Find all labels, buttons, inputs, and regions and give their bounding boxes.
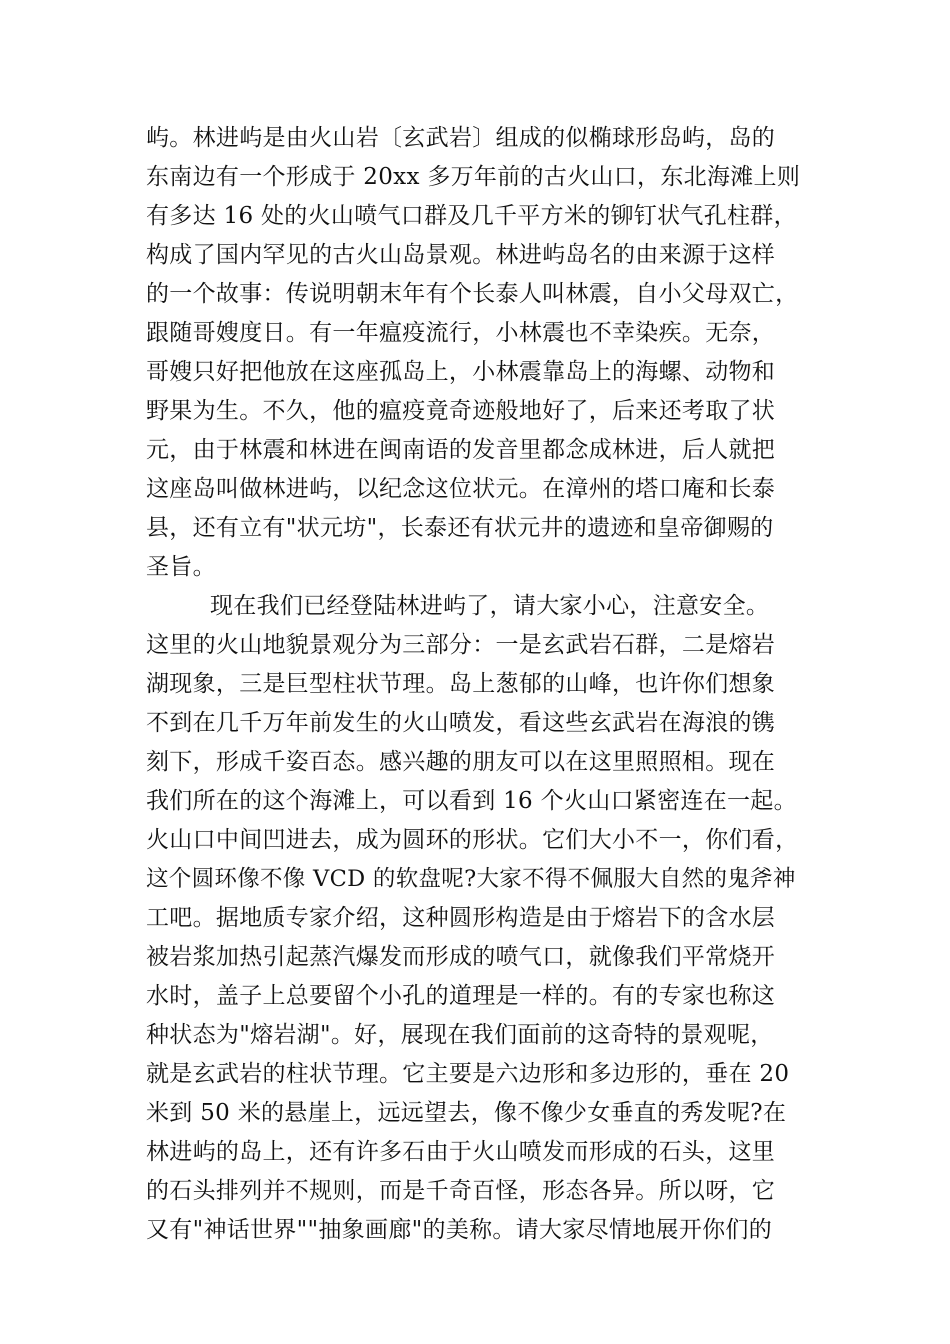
text-line: 的石头排列并不规则，而是千奇百怪，形态各异。所以呀，它	[146, 1178, 776, 1204]
text-line: 林进屿的岛上，还有许多石由于火山喷发而形成的石头，这里	[146, 1139, 776, 1165]
text-line: 就是玄武岩的柱状节理。它主要是六边形和多边形的，垂在 20	[146, 1061, 790, 1087]
body-text	[146, 119, 806, 1250]
text-line: 县，还有立有"状元坊"，长泰还有状元井的遗迹和皇帝御赐的	[146, 515, 774, 541]
text-line: 不到在几千万年前发生的火山喷发，看这些玄武岩在海浪的镌	[146, 710, 776, 736]
text-line: 被岩浆加热引起蒸汽爆发而形成的喷气口，就像我们平常烧开	[146, 944, 776, 970]
text-line: 屿。林进屿是由火山岩〔玄武岩〕组成的似椭球形岛屿，岛的	[146, 125, 776, 151]
text-line: 米到 50 米的悬崖上，远远望去，像不像少女垂直的秀发呢?在	[146, 1100, 787, 1126]
text-line: 我们所在的这个海滩上，可以看到 16 个火山口紧密连在一起。	[146, 788, 797, 814]
text-line: 野果为生。不久，他的瘟疫竟奇迹般地好了，后来还考取了状	[146, 398, 776, 424]
text-line: 的一个故事：传说明朝末年有个长泰人叫林震，自小父母双亡，	[146, 281, 799, 307]
text-line: 这里的火山地貌景观分为三部分：一是玄武岩石群，二是熔岩	[146, 632, 776, 658]
text-line: 又有"神话世界""抽象画廊"的美称。请大家尽情地展开你们的	[146, 1217, 773, 1243]
text-line: 圣旨。	[146, 554, 216, 580]
text-line: 哥嫂只好把他放在这座孤岛上，小林震靠岛上的海螺、动物和	[146, 359, 776, 385]
text-line: 种状态为"熔岩湖"。好，展现在我们面前的这奇特的景观呢，	[146, 1022, 774, 1048]
text-line: 工吧。据地质专家介绍，这种圆形构造是由于熔岩下的含水层	[146, 905, 776, 931]
text-line: 有多达 16 处的火山喷气口群及几千平方米的铆钉状气孔柱群，	[146, 203, 797, 229]
text-line: 构成了国内罕见的古火山岛景观。林进屿岛名的由来源于这样	[146, 242, 776, 268]
text-line: 东南边有一个形成于 20xx 多万年前的古火山口，东北海滩上则	[146, 164, 801, 190]
text-line: 这座岛叫做林进屿，以纪念这位状元。在漳州的塔口庵和长泰	[146, 476, 776, 502]
text-line: 跟随哥嫂度日。有一年瘟疫流行，小林震也不幸染疾。无奈，	[146, 320, 776, 346]
text-line: 水时，盖子上总要留个小孔的道理是一样的。有的专家也称这	[146, 983, 776, 1009]
text-line: 湖现象，三是巨型柱状节理。岛上葱郁的山峰，也许你们想象	[146, 671, 776, 697]
text-line: 现在我们已经登陆林进屿了，请大家小心，注意安全。	[210, 593, 770, 619]
text-line: 元，由于林震和林进在闽南语的发音里都念成林进，后人就把	[146, 437, 776, 463]
text-line: 火山口中间凹进去，成为圆环的形状。它们大小不一，你们看，	[146, 827, 799, 853]
text-line: 刻下，形成千姿百态。感兴趣的朋友可以在这里照照相。现在	[146, 749, 776, 775]
text-line: 这个圆环像不像 VCD 的软盘呢?大家不得不佩服大自然的鬼斧神	[146, 866, 796, 892]
